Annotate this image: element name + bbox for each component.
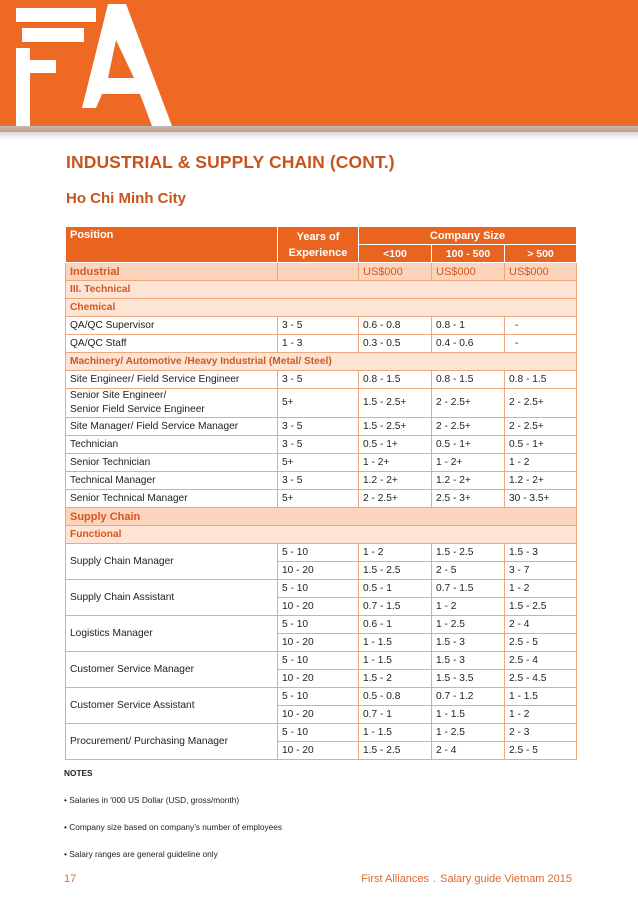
salary-cell: 1 - 2.5 [432, 724, 505, 742]
table-row [66, 418, 577, 436]
salary-cell: 0.8 - 1 [432, 317, 505, 335]
note-item: • Salary ranges are general guideline only [64, 849, 218, 859]
salary-cell: 2.5 - 5 [505, 742, 577, 760]
salary-cell: 0.5 - 1+ [505, 436, 577, 454]
city-subtitle: Ho Chi Minh City [66, 190, 186, 207]
position-cell: Logistics Manager [66, 616, 278, 652]
salary-table [65, 226, 577, 760]
first-alliances-logo [0, 0, 200, 132]
salary-cell: 1 - 1.5 [359, 634, 432, 652]
salary-cell: 1 - 2+ [359, 454, 432, 472]
salary-cell: 2 - 2.5+ [432, 418, 505, 436]
salary-cell: 2.5 - 5 [505, 634, 577, 652]
salary-cell: 30 - 3.5+ [505, 490, 577, 508]
table-row [66, 616, 577, 634]
position-cell: Senior Technician [66, 454, 278, 472]
years-cell: 3 - 5 [278, 317, 359, 335]
footer-separator: . [433, 873, 437, 885]
salary-cell: 1 - 2.5 [432, 616, 505, 634]
years-cell: 5 - 10 [278, 724, 359, 742]
guide-title: Salary guide Vietnam 2015 [440, 873, 572, 885]
section-industrial: Industrial [66, 263, 278, 281]
salary-cell: 0.5 - 1+ [432, 436, 505, 454]
subsection-machinery: Machinery/ Automotive /Heavy Industrial (Metal/ Steel) [66, 353, 577, 371]
salary-cell: 1 - 2 [432, 598, 505, 616]
salary-cell: 1 - 2+ [432, 454, 505, 472]
salary-cell: 1 - 2 [359, 544, 432, 562]
years-cell: 3 - 5 [278, 371, 359, 389]
currency-label: US$000 [359, 263, 432, 281]
brand-name: First Alliances [361, 873, 430, 885]
years-cell: 10 - 20 [278, 706, 359, 724]
salary-cell: 0.8 - 1.5 [432, 371, 505, 389]
salary-cell: 0.5 - 1+ [359, 436, 432, 454]
years-cell: 5+ [278, 490, 359, 508]
position-cell: Supply Chain Assistant [66, 580, 278, 616]
salary-cell: 1 - 1.5 [359, 652, 432, 670]
salary-cell: 1.5 - 3 [432, 634, 505, 652]
salary-cell: - [505, 335, 577, 353]
salary-cell: 1.5 - 3.5 [432, 670, 505, 688]
years-cell: 5 - 10 [278, 616, 359, 634]
salary-cell: 1.2 - 2+ [432, 472, 505, 490]
col-position-header: Position [66, 227, 278, 263]
position-line: Senior Site Engineer/ [70, 390, 167, 401]
salary-cell: 2 - 2.5+ [359, 490, 432, 508]
table-row [66, 436, 577, 454]
salary-cell: 2.5 - 4.5 [505, 670, 577, 688]
table-row [66, 544, 577, 562]
salary-cell: 0.7 - 1.2 [432, 688, 505, 706]
salary-cell: 1 - 2 [505, 580, 577, 598]
salary-cell: 0.4 - 0.6 [432, 335, 505, 353]
header-banner [0, 0, 638, 132]
notes-title: NOTES [64, 768, 93, 778]
years-cell: 3 - 5 [278, 418, 359, 436]
salary-cell: 1 - 1.5 [432, 706, 505, 724]
currency-label: US$000 [432, 263, 505, 281]
subsection-technical: III. Technical [66, 281, 577, 299]
banner-shadow [0, 126, 638, 140]
salary-cell: 1.5 - 2.5 [505, 598, 577, 616]
subsection-row [66, 353, 577, 371]
salary-cell: 2 - 2.5+ [432, 389, 505, 418]
notes-section [64, 768, 282, 876]
salary-cell: 2 - 2.5+ [505, 418, 577, 436]
salary-cell: 0.7 - 1 [359, 706, 432, 724]
years-cell: 5 - 10 [278, 652, 359, 670]
salary-cell: 0.5 - 1 [359, 580, 432, 598]
salary-cell: 2 - 5 [432, 562, 505, 580]
salary-cell: 1 - 1.5 [359, 724, 432, 742]
col-size-large: > 500 [505, 245, 577, 263]
table-header-row [66, 227, 577, 245]
section-row [66, 263, 577, 281]
salary-cell: 2 - 4 [505, 616, 577, 634]
table-row [66, 389, 577, 418]
years-cell: 10 - 20 [278, 598, 359, 616]
salary-cell: 1.5 - 3 [432, 652, 505, 670]
salary-cell: 1.2 - 2+ [359, 472, 432, 490]
salary-cell: 2 - 2.5+ [505, 389, 577, 418]
salary-cell: 3 - 7 [505, 562, 577, 580]
salary-cell: 0.8 - 1.5 [505, 371, 577, 389]
salary-cell: 1.5 - 2.5+ [359, 389, 432, 418]
table-row [66, 472, 577, 490]
years-cell: 10 - 20 [278, 742, 359, 760]
position-cell: QA/QC Supervisor [66, 317, 278, 335]
years-cell: 3 - 5 [278, 436, 359, 454]
subsection-row [66, 299, 577, 317]
salary-cell: - [505, 317, 577, 335]
table-row [66, 688, 577, 706]
col-size-medium: 100 - 500 [432, 245, 505, 263]
years-cell: 5 - 10 [278, 688, 359, 706]
salary-cell: 2 - 3 [505, 724, 577, 742]
salary-cell: 0.3 - 0.5 [359, 335, 432, 353]
currency-label: US$000 [505, 263, 577, 281]
section-supply-chain: Supply Chain [66, 508, 577, 526]
col-years-header: Years of Experience [278, 227, 359, 263]
page-number: 17 [64, 873, 77, 885]
position-cell: Technician [66, 436, 278, 454]
table-row [66, 454, 577, 472]
table-row [66, 335, 577, 353]
subsection-row [66, 281, 577, 299]
years-cell: 5 - 10 [278, 544, 359, 562]
salary-cell: 1 - 2 [505, 706, 577, 724]
salary-cell: 0.6 - 0.8 [359, 317, 432, 335]
salary-cell: 2.5 - 3+ [432, 490, 505, 508]
position-cell: Customer Service Manager [66, 652, 278, 688]
note-item: • Salaries in '000 US Dollar (USD, gross/month) [64, 795, 240, 805]
salary-cell: 2.5 - 4 [505, 652, 577, 670]
years-cell: 5+ [278, 454, 359, 472]
position-cell: Senior Technical Manager [66, 490, 278, 508]
table-row [66, 317, 577, 335]
salary-cell: 0.8 - 1.5 [359, 371, 432, 389]
salary-cell: 1.5 - 2.5+ [359, 418, 432, 436]
subsection-functional: Functional [66, 526, 577, 544]
salary-cell: 2 - 4 [432, 742, 505, 760]
salary-cell: 1.5 - 2.5 [432, 544, 505, 562]
salary-cell: 1.5 - 2.5 [359, 742, 432, 760]
footer-brand [361, 873, 572, 885]
salary-cell: 1 - 2 [505, 454, 577, 472]
subsection-chemical: Chemical [66, 299, 577, 317]
position-line: Senior Field Service Engineer [70, 404, 205, 415]
subsection-row [66, 526, 577, 544]
page-title: INDUSTRIAL & SUPPLY CHAIN (CONT.) [66, 152, 395, 172]
table-row [66, 724, 577, 742]
salary-cell: 1.5 - 3 [505, 544, 577, 562]
table-row [66, 490, 577, 508]
salary-cell: 0.5 - 0.8 [359, 688, 432, 706]
note-item: • Company size based on company's number of employees [64, 822, 283, 832]
years-cell: 5 - 10 [278, 580, 359, 598]
years-cell: 5+ [278, 389, 359, 418]
years-cell: 10 - 20 [278, 634, 359, 652]
salary-cell: 1 - 1.5 [505, 688, 577, 706]
table-row [66, 371, 577, 389]
col-company-size-header: Company Size [359, 227, 577, 245]
years-cell: 1 - 3 [278, 335, 359, 353]
position-cell [66, 389, 278, 418]
col-size-small: <100 [359, 245, 432, 263]
years-cell: 10 - 20 [278, 670, 359, 688]
years-cell: 3 - 5 [278, 472, 359, 490]
position-cell: Procurement/ Purchasing Manager [66, 724, 278, 760]
position-cell: Technical Manager [66, 472, 278, 490]
salary-cell: 0.6 - 1 [359, 616, 432, 634]
position-cell: Site Engineer/ Field Service Engineer [66, 371, 278, 389]
position-cell: Supply Chain Manager [66, 544, 278, 580]
salary-cell: 1.5 - 2 [359, 670, 432, 688]
section-row [66, 508, 577, 526]
table-row [66, 580, 577, 598]
position-cell: QA/QC Staff [66, 335, 278, 353]
years-cell: 10 - 20 [278, 562, 359, 580]
position-cell: Customer Service Assistant [66, 688, 278, 724]
salary-cell: 0.7 - 1.5 [432, 580, 505, 598]
position-cell: Site Manager/ Field Service Manager [66, 418, 278, 436]
salary-cell: 1.2 - 2+ [505, 472, 577, 490]
salary-cell: 0.7 - 1.5 [359, 598, 432, 616]
table-row [66, 652, 577, 670]
salary-cell: 1.5 - 2.5 [359, 562, 432, 580]
